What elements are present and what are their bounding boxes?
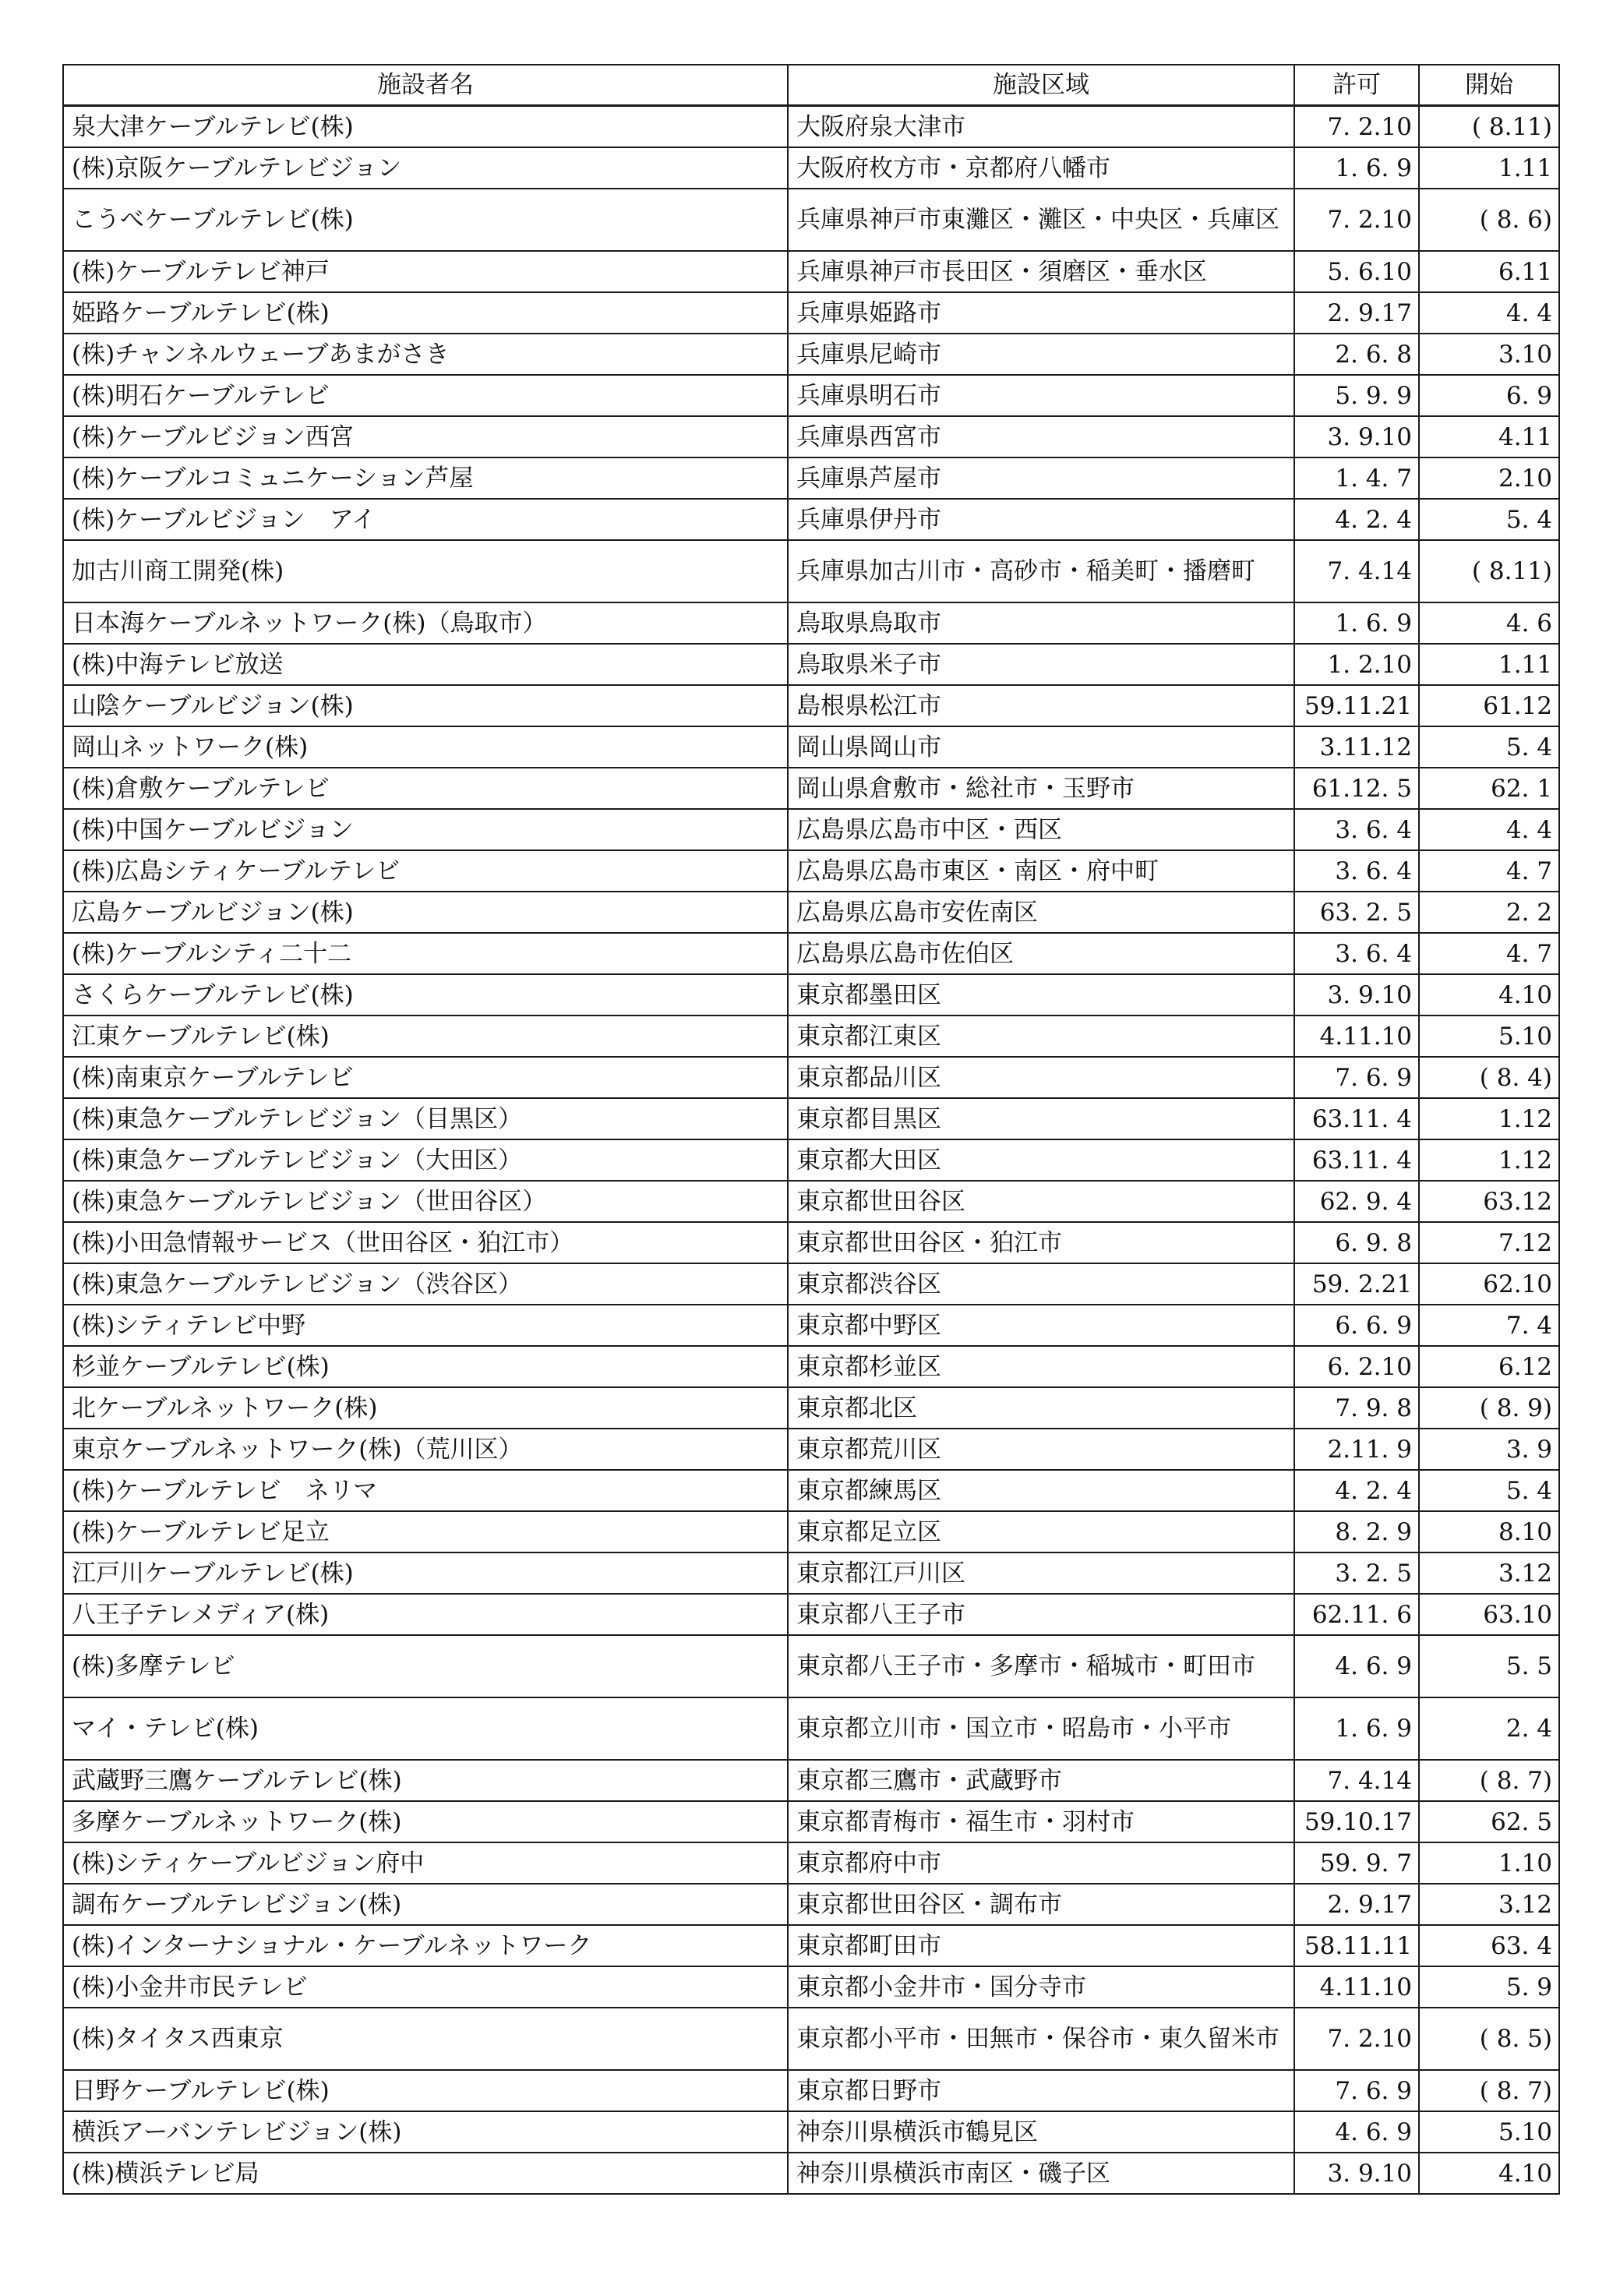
cell-start-date: 1.12 (1419, 1098, 1559, 1139)
cell-license-date: 2. 9.17 (1294, 292, 1419, 334)
cell-service-area: 鳥取県鳥取市 (788, 602, 1294, 644)
cell-license-date: 2. 9.17 (1294, 1884, 1419, 1925)
cell-service-area: 岡山県倉敷市・総社市・玉野市 (788, 768, 1294, 809)
cell-start-date: 62. 5 (1419, 1801, 1559, 1842)
cell-license-date: 4. 6. 9 (1294, 2111, 1419, 2153)
table-row (63, 292, 1559, 334)
cell-operator-name: (株)横浜テレビ局 (63, 2153, 788, 2194)
cell-start-date: 1.11 (1419, 644, 1559, 685)
cell-service-area: 東京都立川市・国立市・昭島市・小平市 (788, 1697, 1294, 1760)
cell-operator-name: 杉並ケーブルテレビ(株) (63, 1346, 788, 1387)
table-row (63, 1635, 1559, 1697)
cell-operator-name: (株)多摩テレビ (63, 1635, 788, 1697)
cell-operator-name: (株)ケーブルシティ二十二 (63, 933, 788, 974)
cell-license-date: 5. 9. 9 (1294, 375, 1419, 416)
cell-operator-name: (株)ケーブルコミュニケーション芦屋 (63, 457, 788, 499)
cell-license-date: 63.11. 4 (1294, 1139, 1419, 1181)
table-row (63, 933, 1559, 974)
cell-start-date: 5. 4 (1419, 726, 1559, 768)
cell-service-area: 東京都世田谷区・狛江市 (788, 1222, 1294, 1263)
cell-start-date: ( 8. 4) (1419, 1057, 1559, 1098)
table-row (63, 2008, 1559, 2070)
cell-license-date: 59. 9. 7 (1294, 1842, 1419, 1884)
table-row (63, 189, 1559, 251)
header-service-area: 施設区域 (788, 65, 1294, 106)
cell-operator-name: (株)京阪ケーブルテレビジョン (63, 147, 788, 189)
cell-license-date: 2. 6. 8 (1294, 334, 1419, 375)
cell-operator-name: 山陰ケーブルビジョン(株) (63, 685, 788, 726)
cell-service-area: 東京都練馬区 (788, 1470, 1294, 1511)
cell-license-date: 3. 9.10 (1294, 2153, 1419, 2194)
cell-start-date: 63. 4 (1419, 1925, 1559, 1966)
cell-license-date: 7. 4.14 (1294, 1760, 1419, 1801)
cell-operator-name: (株)東急ケーブルテレビジョン（目黒区） (63, 1098, 788, 1139)
cell-service-area: 東京都町田市 (788, 1925, 1294, 1966)
cell-license-date: 7. 2.10 (1294, 2008, 1419, 2070)
cell-start-date: 4.11 (1419, 416, 1559, 457)
cell-operator-name: (株)小金井市民テレビ (63, 1966, 788, 2008)
cell-start-date: 6.12 (1419, 1346, 1559, 1387)
table-row (63, 1429, 1559, 1470)
cell-service-area: 東京都杉並区 (788, 1346, 1294, 1387)
cell-service-area: 鳥取県米子市 (788, 644, 1294, 685)
cell-start-date: 4. 4 (1419, 809, 1559, 850)
cell-service-area: 広島県広島市中区・西区 (788, 809, 1294, 850)
header-row (63, 65, 1559, 106)
cell-operator-name: (株)小田急情報サービス（世田谷区・狛江市） (63, 1222, 788, 1263)
cell-license-date: 3. 6. 4 (1294, 809, 1419, 850)
cell-operator-name: (株)東急ケーブルテレビジョン（大田区） (63, 1139, 788, 1181)
table-row (63, 685, 1559, 726)
cell-service-area: 兵庫県明石市 (788, 375, 1294, 416)
table-row (63, 375, 1559, 416)
cell-license-date: 7. 4.14 (1294, 540, 1419, 602)
cell-operator-name: (株)ケーブルテレビ足立 (63, 1511, 788, 1552)
cell-service-area: 東京都江戸川区 (788, 1552, 1294, 1594)
cell-start-date: 63.10 (1419, 1594, 1559, 1635)
cell-operator-name: 姫路ケーブルテレビ(株) (63, 292, 788, 334)
table-row (63, 1760, 1559, 1801)
header-start-date: 開始 (1419, 65, 1559, 106)
cell-service-area: 東京都三鷹市・武蔵野市 (788, 1760, 1294, 1801)
cell-start-date: 5.10 (1419, 1016, 1559, 1057)
cell-service-area: 広島県広島市安佐南区 (788, 892, 1294, 933)
cell-operator-name: 武蔵野三鷹ケーブルテレビ(株) (63, 1760, 788, 1801)
cell-license-date: 63.11. 4 (1294, 1098, 1419, 1139)
table-row (63, 974, 1559, 1016)
cell-start-date: 5. 9 (1419, 1966, 1559, 2008)
cell-service-area: 東京都北区 (788, 1387, 1294, 1429)
table-row (63, 1842, 1559, 1884)
cell-license-date: 1. 4. 7 (1294, 457, 1419, 499)
cell-service-area: 東京都江東区 (788, 1016, 1294, 1057)
cell-service-area: 東京都大田区 (788, 1139, 1294, 1181)
table-row (63, 1801, 1559, 1842)
cell-start-date: ( 8. 9) (1419, 1387, 1559, 1429)
cell-operator-name: (株)シティテレビ中野 (63, 1305, 788, 1346)
cell-operator-name: (株)中国ケーブルビジョン (63, 809, 788, 850)
cell-service-area: 東京都世田谷区 (788, 1181, 1294, 1222)
cell-service-area: 東京都足立区 (788, 1511, 1294, 1552)
cell-operator-name: 北ケーブルネットワーク(株) (63, 1387, 788, 1429)
cell-license-date: 7. 2.10 (1294, 189, 1419, 251)
cell-operator-name: 加古川商工開発(株) (63, 540, 788, 602)
cell-operator-name: (株)チャンネルウェーブあまがさき (63, 334, 788, 375)
cell-start-date: 3.12 (1419, 1552, 1559, 1594)
cell-license-date: 4.11.10 (1294, 1016, 1419, 1057)
cell-operator-name: (株)中海テレビ放送 (63, 644, 788, 685)
cell-start-date: 3.10 (1419, 334, 1559, 375)
cell-start-date: 4. 6 (1419, 602, 1559, 644)
cell-start-date: 2. 2 (1419, 892, 1559, 933)
cell-service-area: 兵庫県芦屋市 (788, 457, 1294, 499)
table-row (63, 2153, 1559, 2194)
cell-service-area: 東京都八王子市・多摩市・稲城市・町田市 (788, 1635, 1294, 1697)
table-row (63, 1966, 1559, 2008)
cell-start-date: 8.10 (1419, 1511, 1559, 1552)
cell-license-date: 5. 6.10 (1294, 251, 1419, 292)
cell-service-area: 兵庫県西宮市 (788, 416, 1294, 457)
cell-start-date: ( 8. 7) (1419, 2070, 1559, 2111)
cell-license-date: 3. 2. 5 (1294, 1552, 1419, 1594)
cell-operator-name: マイ・テレビ(株) (63, 1697, 788, 1760)
cell-service-area: 岡山県岡山市 (788, 726, 1294, 768)
table-row (63, 1470, 1559, 1511)
cell-start-date: 6. 9 (1419, 375, 1559, 416)
cell-license-date: 2.11. 9 (1294, 1429, 1419, 1470)
table-row (63, 644, 1559, 685)
table-body (63, 106, 1559, 2195)
cell-operator-name: (株)明石ケーブルテレビ (63, 375, 788, 416)
cell-start-date: 3.12 (1419, 1884, 1559, 1925)
cell-license-date: 6. 6. 9 (1294, 1305, 1419, 1346)
table-row (63, 602, 1559, 644)
cell-start-date: 61.12 (1419, 685, 1559, 726)
cell-license-date: 63. 2. 5 (1294, 892, 1419, 933)
cell-service-area: 東京都八王子市 (788, 1594, 1294, 1635)
cell-license-date: 7. 2.10 (1294, 106, 1419, 148)
cell-operator-name: 調布ケーブルテレビジョン(株) (63, 1884, 788, 1925)
cell-license-date: 1. 6. 9 (1294, 602, 1419, 644)
cell-start-date: 63.12 (1419, 1181, 1559, 1222)
cell-service-area: 兵庫県尼崎市 (788, 334, 1294, 375)
cell-operator-name: (株)東急ケーブルテレビジョン（渋谷区） (63, 1263, 788, 1305)
cell-license-date: 62. 9. 4 (1294, 1181, 1419, 1222)
cell-start-date: 62.10 (1419, 1263, 1559, 1305)
cell-operator-name: 江東ケーブルテレビ(株) (63, 1016, 788, 1057)
cell-start-date: 4. 4 (1419, 292, 1559, 334)
cell-operator-name: 江戸川ケーブルテレビ(株) (63, 1552, 788, 1594)
cell-license-date: 3. 9.10 (1294, 416, 1419, 457)
cell-operator-name: (株)ケーブルテレビ ネリマ (63, 1470, 788, 1511)
cell-start-date: 1.10 (1419, 1842, 1559, 1884)
cell-start-date: 4. 7 (1419, 933, 1559, 974)
cell-start-date: 4.10 (1419, 974, 1559, 1016)
cell-start-date: 5. 4 (1419, 1470, 1559, 1511)
cell-license-date: 59.10.17 (1294, 1801, 1419, 1842)
table-row (63, 106, 1559, 148)
table-row (63, 892, 1559, 933)
cell-start-date: 5.10 (1419, 2111, 1559, 2153)
table-row (63, 2070, 1559, 2111)
cell-service-area: 東京都小金井市・国分寺市 (788, 1966, 1294, 2008)
table-row (63, 1305, 1559, 1346)
cell-operator-name: こうべケーブルテレビ(株) (63, 189, 788, 251)
cell-operator-name: (株)ケーブルビジョン西宮 (63, 416, 788, 457)
cell-start-date: 1.12 (1419, 1139, 1559, 1181)
table-row (63, 457, 1559, 499)
cell-license-date: 3.11.12 (1294, 726, 1419, 768)
cell-service-area: 大阪府枚方市・京都府八幡市 (788, 147, 1294, 189)
table-row (63, 416, 1559, 457)
cell-start-date: 2.10 (1419, 457, 1559, 499)
cell-license-date: 7. 6. 9 (1294, 2070, 1419, 2111)
cell-service-area: 東京都府中市 (788, 1842, 1294, 1884)
header-license-date: 許可 (1294, 65, 1419, 106)
cell-license-date: 4. 2. 4 (1294, 499, 1419, 540)
cell-operator-name: さくらケーブルテレビ(株) (63, 974, 788, 1016)
cell-license-date: 6. 9. 8 (1294, 1222, 1419, 1263)
table-row (63, 850, 1559, 892)
cell-start-date: 2. 4 (1419, 1697, 1559, 1760)
cell-license-date: 1. 6. 9 (1294, 1697, 1419, 1760)
cell-license-date: 4.11.10 (1294, 1966, 1419, 2008)
cell-operator-name: (株)南東京ケーブルテレビ (63, 1057, 788, 1098)
table-row (63, 334, 1559, 375)
cell-license-date: 61.12. 5 (1294, 768, 1419, 809)
table-row (63, 768, 1559, 809)
cell-service-area: 東京都日野市 (788, 2070, 1294, 2111)
cell-start-date: 6.11 (1419, 251, 1559, 292)
table-row (63, 1884, 1559, 1925)
cell-operator-name: (株)東急ケーブルテレビジョン（世田谷区） (63, 1181, 788, 1222)
table-row (63, 1511, 1559, 1552)
cell-start-date: ( 8.11) (1419, 106, 1559, 148)
cell-start-date: 3. 9 (1419, 1429, 1559, 1470)
cell-license-date: 3. 6. 4 (1294, 933, 1419, 974)
cell-start-date: ( 8. 6) (1419, 189, 1559, 251)
cell-operator-name: 岡山ネットワーク(株) (63, 726, 788, 768)
cell-license-date: 4. 6. 9 (1294, 1635, 1419, 1697)
table-row (63, 809, 1559, 850)
cell-operator-name: 東京ケーブルネットワーク(株)（荒川区） (63, 1429, 788, 1470)
table-row (63, 499, 1559, 540)
cell-operator-name: 日野ケーブルテレビ(株) (63, 2070, 788, 2111)
table-row (63, 251, 1559, 292)
cell-operator-name: (株)ケーブルテレビ神戸 (63, 251, 788, 292)
cell-service-area: 東京都世田谷区・調布市 (788, 1884, 1294, 1925)
table-header (63, 65, 1559, 106)
cell-operator-name: 多摩ケーブルネットワーク(株) (63, 1801, 788, 1842)
cell-service-area: 東京都墨田区 (788, 974, 1294, 1016)
cell-service-area: 兵庫県加古川市・高砂市・稲美町・播磨町 (788, 540, 1294, 602)
cell-start-date: 4. 7 (1419, 850, 1559, 892)
table-row (63, 1346, 1559, 1387)
cell-service-area: 広島県広島市佐伯区 (788, 933, 1294, 974)
table-row (63, 1181, 1559, 1222)
cell-service-area: 兵庫県神戸市長田区・須磨区・垂水区 (788, 251, 1294, 292)
cell-start-date: 62. 1 (1419, 768, 1559, 809)
table-row (63, 1594, 1559, 1635)
cell-license-date: 59. 2.21 (1294, 1263, 1419, 1305)
cell-operator-name: 横浜アーバンテレビジョン(株) (63, 2111, 788, 2153)
cell-operator-name: (株)シティケーブルビジョン府中 (63, 1842, 788, 1884)
cell-start-date: 5. 5 (1419, 1635, 1559, 1697)
cell-license-date: 1. 6. 9 (1294, 147, 1419, 189)
cell-service-area: 広島県広島市東区・南区・府中町 (788, 850, 1294, 892)
table-row (63, 1057, 1559, 1098)
cell-start-date: ( 8.11) (1419, 540, 1559, 602)
table-row (63, 1016, 1559, 1057)
cable-operator-table (62, 64, 1560, 2195)
cell-license-date: 58.11.11 (1294, 1925, 1419, 1966)
cell-operator-name: 日本海ケーブルネットワーク(株)（鳥取市） (63, 602, 788, 644)
cell-service-area: 兵庫県神戸市東灘区・灘区・中央区・兵庫区 (788, 189, 1294, 251)
cell-service-area: 東京都目黒区 (788, 1098, 1294, 1139)
cell-operator-name: (株)ケーブルビジョン アイ (63, 499, 788, 540)
table-row (63, 1552, 1559, 1594)
cell-start-date: 1.11 (1419, 147, 1559, 189)
table-row (63, 147, 1559, 189)
cell-start-date: 7.12 (1419, 1222, 1559, 1263)
cell-license-date: 7. 6. 9 (1294, 1057, 1419, 1098)
cell-service-area: 島根県松江市 (788, 685, 1294, 726)
cell-license-date: 8. 2. 9 (1294, 1511, 1419, 1552)
table-row (63, 540, 1559, 602)
cell-license-date: 59.11.21 (1294, 685, 1419, 726)
table-row (63, 726, 1559, 768)
cell-license-date: 1. 2.10 (1294, 644, 1419, 685)
cell-service-area: 東京都品川区 (788, 1057, 1294, 1098)
cell-license-date: 6. 2.10 (1294, 1346, 1419, 1387)
cell-operator-name: (株)広島シティケーブルテレビ (63, 850, 788, 892)
cell-license-date: 3. 6. 4 (1294, 850, 1419, 892)
cell-service-area: 大阪府泉大津市 (788, 106, 1294, 148)
cell-operator-name: (株)倉敷ケーブルテレビ (63, 768, 788, 809)
cell-service-area: 兵庫県伊丹市 (788, 499, 1294, 540)
cell-start-date: 5. 4 (1419, 499, 1559, 540)
table-row (63, 1387, 1559, 1429)
cell-service-area: 東京都渋谷区 (788, 1263, 1294, 1305)
table-row (63, 1098, 1559, 1139)
cell-operator-name: (株)タイタス西東京 (63, 2008, 788, 2070)
cell-service-area: 東京都中野区 (788, 1305, 1294, 1346)
cell-license-date: 62.11. 6 (1294, 1594, 1419, 1635)
cell-operator-name: (株)インターナショナル・ケーブルネットワーク (63, 1925, 788, 1966)
table-row (63, 2111, 1559, 2153)
cell-operator-name: 泉大津ケーブルテレビ(株) (63, 106, 788, 148)
cell-license-date: 3. 9.10 (1294, 974, 1419, 1016)
table-row (63, 1263, 1559, 1305)
cell-service-area: 東京都荒川区 (788, 1429, 1294, 1470)
cell-start-date: 4.10 (1419, 2153, 1559, 2194)
cell-license-date: 7. 9. 8 (1294, 1387, 1419, 1429)
cell-start-date: ( 8. 7) (1419, 1760, 1559, 1801)
cell-license-date: 4. 2. 4 (1294, 1470, 1419, 1511)
table-row (63, 1697, 1559, 1760)
cell-service-area: 神奈川県横浜市鶴見区 (788, 2111, 1294, 2153)
cell-service-area: 神奈川県横浜市南区・磯子区 (788, 2153, 1294, 2194)
table-row (63, 1139, 1559, 1181)
cell-start-date: ( 8. 5) (1419, 2008, 1559, 2070)
cell-start-date: 7. 4 (1419, 1305, 1559, 1346)
cell-operator-name: 八王子テレメディア(株) (63, 1594, 788, 1635)
table-row (63, 1222, 1559, 1263)
cell-service-area: 兵庫県姫路市 (788, 292, 1294, 334)
cell-operator-name: 広島ケーブルビジョン(株) (63, 892, 788, 933)
header-operator-name: 施設者名 (63, 65, 788, 106)
table-row (63, 1925, 1559, 1966)
cell-service-area: 東京都青梅市・福生市・羽村市 (788, 1801, 1294, 1842)
cell-service-area: 東京都小平市・田無市・保谷市・東久留米市 (788, 2008, 1294, 2070)
